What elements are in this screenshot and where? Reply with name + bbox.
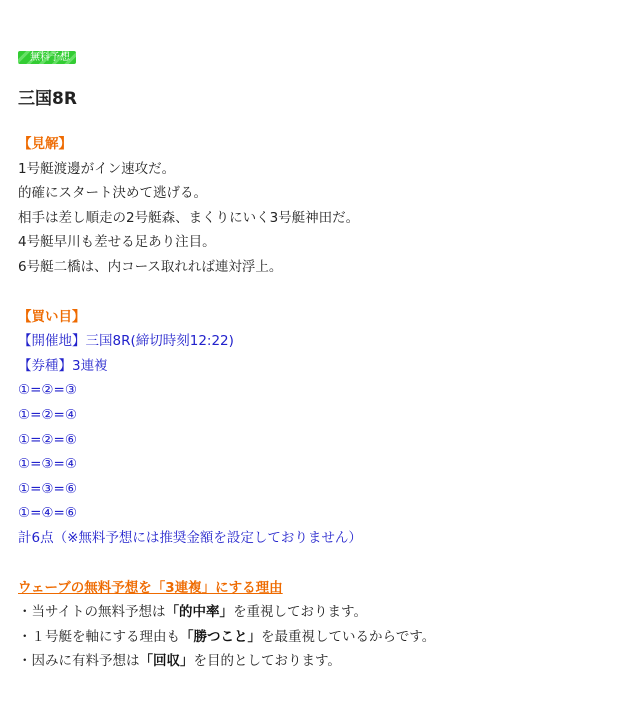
analysis-line: 6号艇二橋は、内コース取れれば連対浮上。 (18, 258, 283, 275)
bet-combo: ①=③=④ (18, 456, 77, 473)
bet-type-value: 3連複 (72, 357, 108, 374)
reason-text: を目的としております。 (193, 653, 341, 670)
reason-heading: ウェーブの無料予想を「3連複」にする理由 (18, 579, 283, 596)
free-prediction-badge: 無料予想 (18, 51, 76, 64)
article (18, 48, 618, 674)
reason-text: ・因みに有料予想は (18, 653, 140, 670)
race-title: 三国8R (18, 89, 77, 109)
reason-item (18, 600, 618, 625)
reason-item (18, 625, 618, 650)
bet-combo: ①=④=⑥ (18, 505, 77, 522)
bet-type-label: 【券種】 (18, 357, 72, 374)
bets-heading: 【買い目】 (18, 308, 86, 325)
bet-combo: ①=②=③ (18, 382, 77, 399)
analysis-heading: 【見解】 (18, 136, 72, 152)
venue-label: 【開催地】 (18, 333, 86, 350)
bet-combo: ①=③=⑥ (18, 480, 77, 497)
reason-item (18, 649, 618, 674)
reason-emphasis: 「回収」 (139, 653, 194, 670)
venue-line (18, 329, 618, 354)
reason-text: ・１号艇を軸にする理由も (18, 628, 180, 645)
bet-combo: ①=②=④ (18, 406, 77, 423)
reason-text: を重視しております。 (233, 604, 367, 621)
reason-emphasis: 「的中率」 (165, 604, 234, 621)
bet-total: 計6点（※無料予想には推奨金額を設定しておりません） (18, 529, 362, 546)
analysis-line: 的確にスタート決めて逃げる。 (18, 185, 207, 202)
bet-type-line (18, 354, 618, 379)
reason-text: を最重視しているからです。 (261, 628, 436, 645)
bet-combo: ①=②=⑥ (18, 431, 77, 448)
reason-text: ・当サイトの無料予想は (18, 604, 166, 621)
analysis-line: 相手は差し順走の2号艇森、まくりにいく3号艇神田だ。 (18, 209, 360, 226)
reason-emphasis: 「勝つこと」 (180, 628, 261, 645)
venue-value: 三国8R(締切時刻12:22) (85, 333, 234, 350)
analysis-line: 4号艇早川も差せる足あり注目。 (18, 234, 216, 251)
analysis-line: 1号艇渡邊がイン速攻だ。 (18, 160, 176, 177)
